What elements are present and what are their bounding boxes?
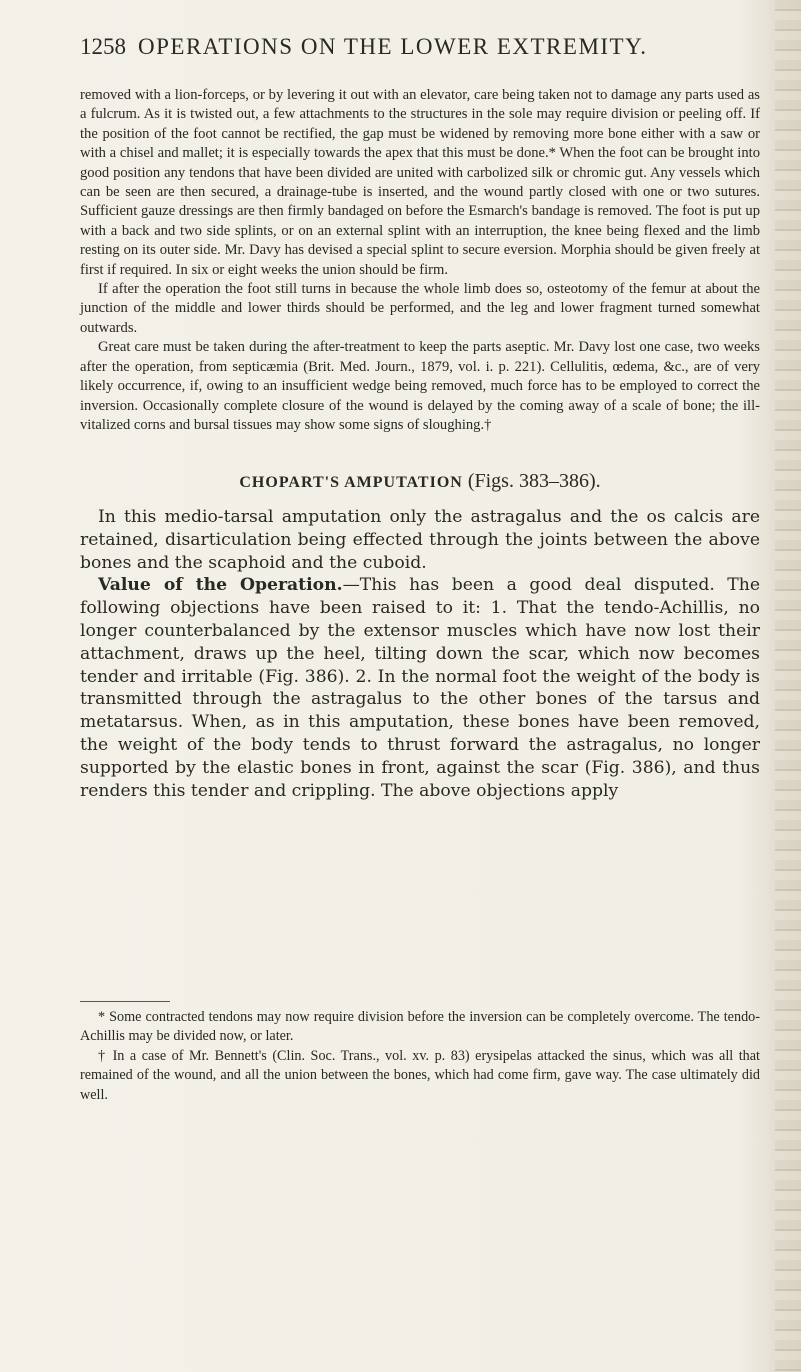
paragraph-value-text: —This has been a good deal disputed. The following objections have been raised to it: 1. That the tendo-Achillis, no longer counterbalanced by the extensor muscles which have now lost their attachment, draws up the heel, tilting down the scar, which now becomes tender and irritable (Fig. 386). 2. In the normal foot the weight of the body is transmitted through the astragalus to the other bones of the tarsus and metatarsus. When, as in this amputation, these bones have been removed, the weight of the body tends to thrust forward the astragalus, no longer supported by the elastic bones in front, against the scar (Fig. 386), and thus renders this tender and crippling. The above objections apply <box>80 575 760 801</box>
paragraph-after-treatment: Great care must be taken during the after-treatment to keep the parts aseptic. Mr. Davy lost one case, two weeks after the operation, from septicæmia (Brit. Med. Journ., 1879, vol. i. p. 221). Cellulitis, œdema, &c., are of very likely occurrence, if, owing to an insufficient wedge being removed, much force has to be employed to correct the inversion. Occasionally complete closure of the wound is delayed by the coming away of a scale of bone; the ill-vitalized corns and bursal tissues may show some signs of sloughing.† <box>80 339 760 433</box>
section-heading <box>80 470 760 493</box>
paragraph-definition-text: In this medio-tarsal amputation only the astragalus and the os calcis are retained, disarticulation being effected through the joints between the above bones and the scaphoid and the cuboid. <box>80 507 760 573</box>
paragraph-value-lead: Value of the Operation. <box>98 575 343 596</box>
paragraph-osteotomy: If after the operation the foot still turns in because the whole limb does so, osteotomy of the femur at about the junction of the middle and lower thirds should be performed, and the leg and lower fragment turned somewhat outwards. <box>80 281 760 336</box>
page-edge <box>775 0 801 1372</box>
footnotes <box>80 1008 760 1105</box>
top-text-block <box>80 86 760 435</box>
section-title: CHOPART'S AMPUTATION <box>239 474 463 491</box>
paragraph-definition <box>80 506 760 574</box>
paragraph-value <box>80 574 760 802</box>
running-head <box>80 34 740 64</box>
paragraph-continued: removed with a lion-forceps, or by levering it out with an elevator, care being taken not to damage any parts used as a fulcrum. As it is twisted out, a few attachments to the structures in the sole may require division or peeling off. If the position of the foot cannot be rectified, the gap must be widened by removing more bone either with a saw or with a chisel and mallet; it is especially towards the apex that this must be done.* When the foot can be brought into good position any tendons that have been divided are united with carbolized silk or chromic gut. Any vessels which can be seen are then secured, a drainage-tube is inserted, and the wound partly closed with one or two sutures. Sufficient gauze dressings are then firmly bandaged on before the Esmarch's bandage is removed. The foot is put up with a back and two side splints, or on an external splint with an interruption, the knee being flexed and the limb resting on its outer side. Mr. Davy has devised a special splint to secure eversion. Morphia should be given freely at first if required. In six or eight weeks the union should be firm. <box>80 87 760 278</box>
section-figs: (Figs. 383–386). <box>467 470 601 492</box>
section-text-block <box>80 506 760 802</box>
footnote-dagger: † In a case of Mr. Bennett's (Clin. Soc. Trans., vol. xv. p. 83) erysipelas attacked the sinus, which was all that remained of the wound, and all the union between the bones, which had come firm, gave way. The case ultimately did well. <box>80 1047 760 1103</box>
footnote-asterisk: * Some contracted tendons may now require division before the inversion can be completely overcome. The tendo-Achillis may be divided now, or later. <box>80 1009 760 1045</box>
footnote-rule <box>80 1001 170 1002</box>
running-head-title: OPERATIONS ON THE LOWER EXTREMITY. <box>138 34 648 59</box>
page-number: 1258 <box>80 34 126 59</box>
